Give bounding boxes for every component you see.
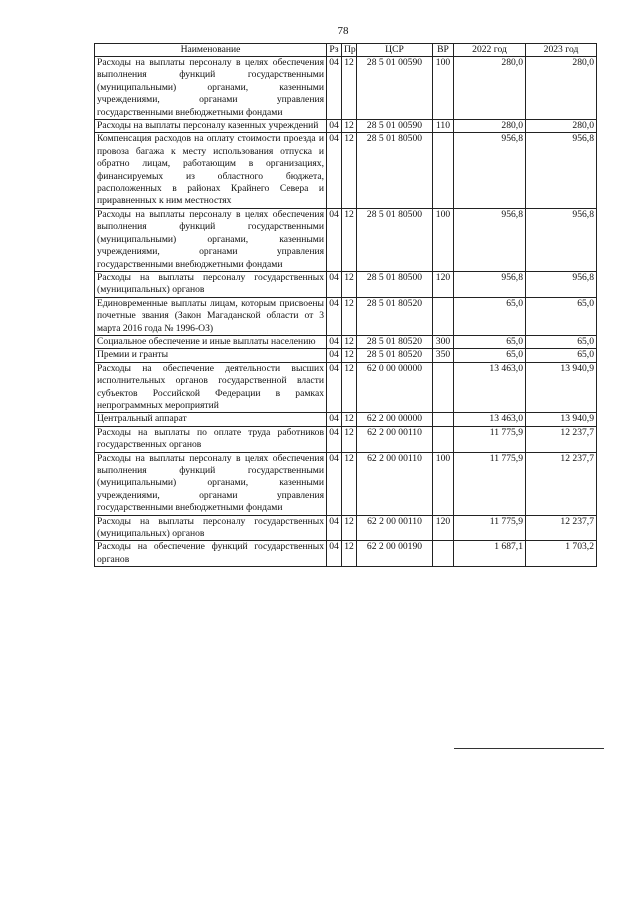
row-name: Расходы на выплаты персоналу в целях обеспечения выполнения функций государственными (муниципальными) органами, казенными учреждениями, органами управления государственными внебюджетными фондами <box>95 57 327 120</box>
table-row <box>95 335 597 348</box>
row-pr: 12 <box>342 120 357 133</box>
row-2022: 13 463,0 <box>454 362 526 413</box>
row-rz: 04 <box>327 349 342 362</box>
row-2023: 1 703,2 <box>526 541 597 567</box>
row-2022: 280,0 <box>454 57 526 120</box>
table-row <box>95 426 597 452</box>
row-csr: 28 5 01 80500 <box>357 133 433 208</box>
row-2022: 11 775,9 <box>454 452 526 515</box>
row-pr: 12 <box>342 541 357 567</box>
row-pr: 12 <box>342 271 357 297</box>
row-vr <box>433 426 454 452</box>
table-row <box>95 452 597 515</box>
row-pr: 12 <box>342 515 357 541</box>
row-pr: 12 <box>342 452 357 515</box>
row-2023: 12 237,7 <box>526 452 597 515</box>
row-vr: 120 <box>433 515 454 541</box>
row-2023: 12 237,7 <box>526 515 597 541</box>
row-name: Расходы на выплаты по оплате труда работников государственных органов <box>95 426 327 452</box>
row-2022: 956,8 <box>454 133 526 208</box>
row-name: Расходы на обеспечение деятельности высших исполнительных органов государственной власти субъектов Российской Федерации в рамках непрограммных мероприятий <box>95 362 327 413</box>
row-vr <box>433 297 454 335</box>
table-header <box>95 44 597 57</box>
row-csr: 28 5 01 80520 <box>357 349 433 362</box>
header-rz: Рз <box>327 44 342 57</box>
row-rz: 04 <box>327 515 342 541</box>
row-2023: 65,0 <box>526 297 597 335</box>
row-csr: 62 2 00 00000 <box>357 413 433 426</box>
row-2023: 13 940,9 <box>526 413 597 426</box>
row-vr: 100 <box>433 452 454 515</box>
row-vr: 100 <box>433 208 454 271</box>
row-vr <box>433 362 454 413</box>
row-pr: 12 <box>342 133 357 208</box>
row-rz: 04 <box>327 452 342 515</box>
page-number: 78 <box>337 25 349 37</box>
row-rz: 04 <box>327 208 342 271</box>
row-2023: 13 940,9 <box>526 362 597 413</box>
header-2023: 2023 год <box>526 44 597 57</box>
row-pr: 12 <box>342 413 357 426</box>
row-name: Социальное обеспечение и иные выплаты населению <box>95 335 327 348</box>
row-2022: 956,8 <box>454 208 526 271</box>
row-pr: 12 <box>342 362 357 413</box>
header-row <box>95 44 597 57</box>
table-row <box>95 541 597 567</box>
row-pr: 12 <box>342 297 357 335</box>
row-pr: 12 <box>342 335 357 348</box>
header-vr: ВР <box>433 44 454 57</box>
row-2022: 65,0 <box>454 349 526 362</box>
row-name: Расходы на обеспечение функций государственных органов <box>95 541 327 567</box>
row-2022: 65,0 <box>454 297 526 335</box>
row-rz: 04 <box>327 362 342 413</box>
row-name: Компенсация расходов на оплату стоимости проезда и провоза багажа к месту использования отпуска и обратно лицам, работающим в организациях, финансируемых из областного бюджета, расположенных в районах Крайнего Севера и приравненных к ним местностях <box>95 133 327 208</box>
row-2022: 1 687,1 <box>454 541 526 567</box>
row-name: Расходы на выплаты персоналу государственных (муниципальных) органов <box>95 271 327 297</box>
row-csr: 28 5 01 80500 <box>357 208 433 271</box>
row-csr: 28 5 01 80520 <box>357 297 433 335</box>
header-pr: Пр <box>342 44 357 57</box>
row-name: Расходы на выплаты персоналу в целях обеспечения выполнения функций государственными (муниципальными) органами, казенными учреждениями, органами управления государственными внебюджетными фондами <box>95 208 327 271</box>
row-2022: 11 775,9 <box>454 426 526 452</box>
row-2023: 956,8 <box>526 271 597 297</box>
row-pr: 12 <box>342 208 357 271</box>
row-vr <box>433 133 454 208</box>
row-rz: 04 <box>327 120 342 133</box>
row-2022: 11 775,9 <box>454 515 526 541</box>
header-csr: ЦСР <box>357 44 433 57</box>
row-vr: 120 <box>433 271 454 297</box>
table-row <box>95 120 597 133</box>
row-2023: 956,8 <box>526 133 597 208</box>
table-row <box>95 297 597 335</box>
table-body <box>95 57 597 567</box>
row-2022: 956,8 <box>454 271 526 297</box>
row-2023: 280,0 <box>526 120 597 133</box>
row-2023: 956,8 <box>526 208 597 271</box>
row-rz: 04 <box>327 271 342 297</box>
row-2022: 65,0 <box>454 335 526 348</box>
header-name: Наименование <box>95 44 327 57</box>
row-vr: 110 <box>433 120 454 133</box>
row-vr <box>433 541 454 567</box>
row-2023: 65,0 <box>526 335 597 348</box>
row-2022: 280,0 <box>454 120 526 133</box>
row-vr: 300 <box>433 335 454 348</box>
row-rz: 04 <box>327 133 342 208</box>
table-row <box>95 57 597 120</box>
row-csr: 28 5 01 80520 <box>357 335 433 348</box>
table-row <box>95 349 597 362</box>
row-2023: 65,0 <box>526 349 597 362</box>
row-2022: 13 463,0 <box>454 413 526 426</box>
row-pr: 12 <box>342 57 357 120</box>
row-name: Премии и гранты <box>95 349 327 362</box>
row-2023: 12 237,7 <box>526 426 597 452</box>
row-csr: 62 2 00 00110 <box>357 515 433 541</box>
row-pr: 12 <box>342 349 357 362</box>
row-name: Расходы на выплаты персоналу казенных учреждений <box>95 120 327 133</box>
row-csr: 28 5 01 00590 <box>357 120 433 133</box>
row-csr: 28 5 01 00590 <box>357 57 433 120</box>
row-name: Расходы на выплаты персоналу государственных (муниципальных) органов <box>95 515 327 541</box>
row-vr: 350 <box>433 349 454 362</box>
row-name: Единовременные выплаты лицам, которым присвоены почетные звания (Закон Магаданской области от 3 марта 2016 года № 1996-ОЗ) <box>95 297 327 335</box>
row-csr: 62 2 00 00110 <box>357 452 433 515</box>
row-vr: 100 <box>433 57 454 120</box>
row-rz: 04 <box>327 335 342 348</box>
budget-table <box>94 43 597 567</box>
row-rz: 04 <box>327 413 342 426</box>
row-csr: 62 0 00 00000 <box>357 362 433 413</box>
row-2023: 280,0 <box>526 57 597 120</box>
row-rz: 04 <box>327 426 342 452</box>
footer-divider <box>454 748 604 749</box>
row-name: Расходы на выплаты персоналу в целях обеспечения выполнения функций государственными (муниципальными) органами, казенными учреждениями, органами управления государственными внебюджетными фондами <box>95 452 327 515</box>
table-row <box>95 208 597 271</box>
row-csr: 62 2 00 00190 <box>357 541 433 567</box>
row-rz: 04 <box>327 297 342 335</box>
table-row <box>95 133 597 208</box>
table-row <box>95 362 597 413</box>
table-row <box>95 413 597 426</box>
row-csr: 28 5 01 80500 <box>357 271 433 297</box>
row-vr <box>433 413 454 426</box>
row-rz: 04 <box>327 57 342 120</box>
header-2022: 2022 год <box>454 44 526 57</box>
table-row <box>95 271 597 297</box>
row-rz: 04 <box>327 541 342 567</box>
row-csr: 62 2 00 00110 <box>357 426 433 452</box>
row-pr: 12 <box>342 426 357 452</box>
row-name: Центральный аппарат <box>95 413 327 426</box>
table-row <box>95 515 597 541</box>
